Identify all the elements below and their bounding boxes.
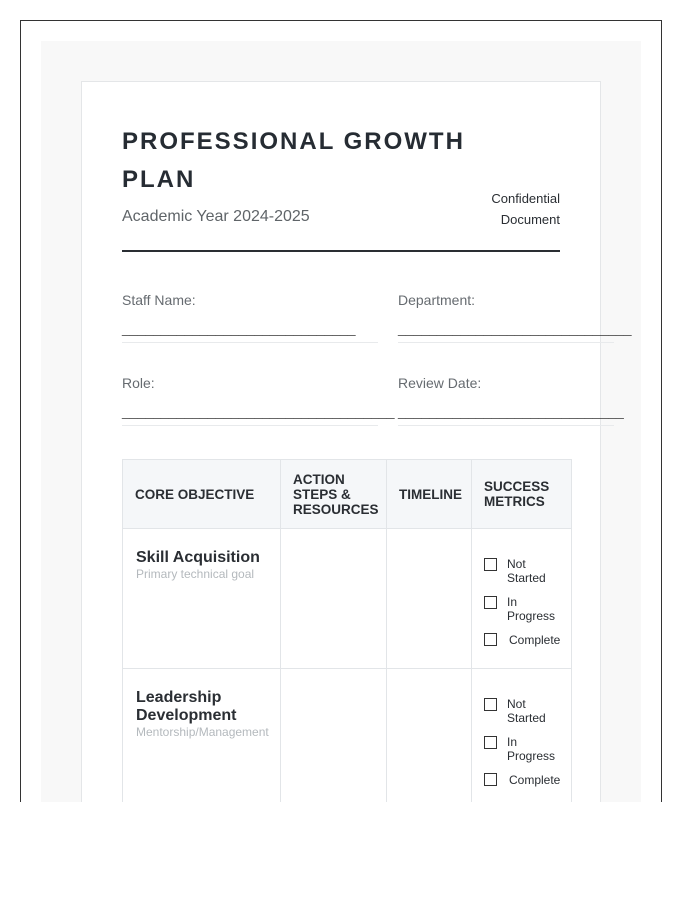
metric-complete[interactable] [484,773,571,787]
metric-label: Complete [509,633,561,647]
metric-not-started[interactable] [484,557,571,585]
field-divider [122,342,378,343]
checkbox-icon[interactable] [484,698,497,711]
metric-label: Complete [509,773,561,787]
header-core-objective: CORE OBJECTIVE [123,460,281,529]
staff-name-input-line[interactable]: ______________________________ [122,320,356,336]
department-label: Department: [398,292,476,308]
objective-cell [123,529,281,669]
confidential-label [460,188,560,230]
metric-label: Not Started [507,557,546,585]
objective-cell [123,669,281,803]
role-field[interactable] [122,375,395,426]
page-backdrop [41,41,641,802]
action-steps-cell[interactable] [281,669,387,803]
page-title: PROFESSIONAL GROWTH PLAN [122,128,465,193]
academic-year: Academic Year 2024-2025 [122,208,310,225]
metrics-cell [472,669,572,803]
field-divider [122,425,378,426]
metric-in-progress[interactable] [484,735,571,763]
objective-description: Primary technical goal [136,567,255,581]
confidential-line-1: Confidential [491,191,560,206]
header-success-metrics: SUCCESS METRICS [472,460,572,529]
confidential-line-2: Document [500,212,560,227]
staff-name-label: Staff Name: [122,292,196,308]
role-input-line[interactable]: ___________________________________ [122,403,395,419]
field-divider [398,342,614,343]
checkbox-icon[interactable] [484,596,497,609]
role-label: Role: [122,375,155,391]
timeline-cell[interactable] [387,529,472,669]
metric-label: In Progress [507,735,556,763]
department-input-line[interactable]: ______________________________ [398,320,632,336]
table-header-row [123,460,572,529]
document-viewport [20,20,662,802]
checkbox-icon[interactable] [484,633,497,646]
department-field[interactable] [398,292,654,343]
timeline-cell[interactable] [387,669,472,803]
review-date-input-line[interactable]: _____________________________ [398,403,624,419]
review-date-label: Review Date: [398,375,482,391]
action-steps-cell[interactable] [281,529,387,669]
objective-title: Leadership Development [136,689,237,724]
metric-complete[interactable] [484,633,571,647]
checkbox-icon[interactable] [484,558,497,571]
document-header [122,122,560,252]
metric-label: Not Started [507,697,546,725]
metric-not-started[interactable] [484,697,571,725]
metrics-cell [472,529,572,669]
checkbox-icon[interactable] [484,736,497,749]
growth-plan-page [81,81,632,802]
metric-label: In Progress [507,595,556,623]
objective-title: Skill Acquisition [136,549,260,566]
staff-name-field[interactable] [122,292,378,343]
objective-description: Mentorship/Management [136,725,269,739]
header-timeline: TIMELINE [387,460,472,529]
table-row [123,529,572,669]
header-action-steps: ACTION STEPS & RESOURCES [281,460,387,529]
metric-in-progress[interactable] [484,595,571,623]
field-divider [398,425,614,426]
checkbox-icon[interactable] [484,773,497,786]
table-row [123,669,572,803]
growth-plan-table [122,459,572,802]
review-date-field[interactable] [398,375,654,426]
